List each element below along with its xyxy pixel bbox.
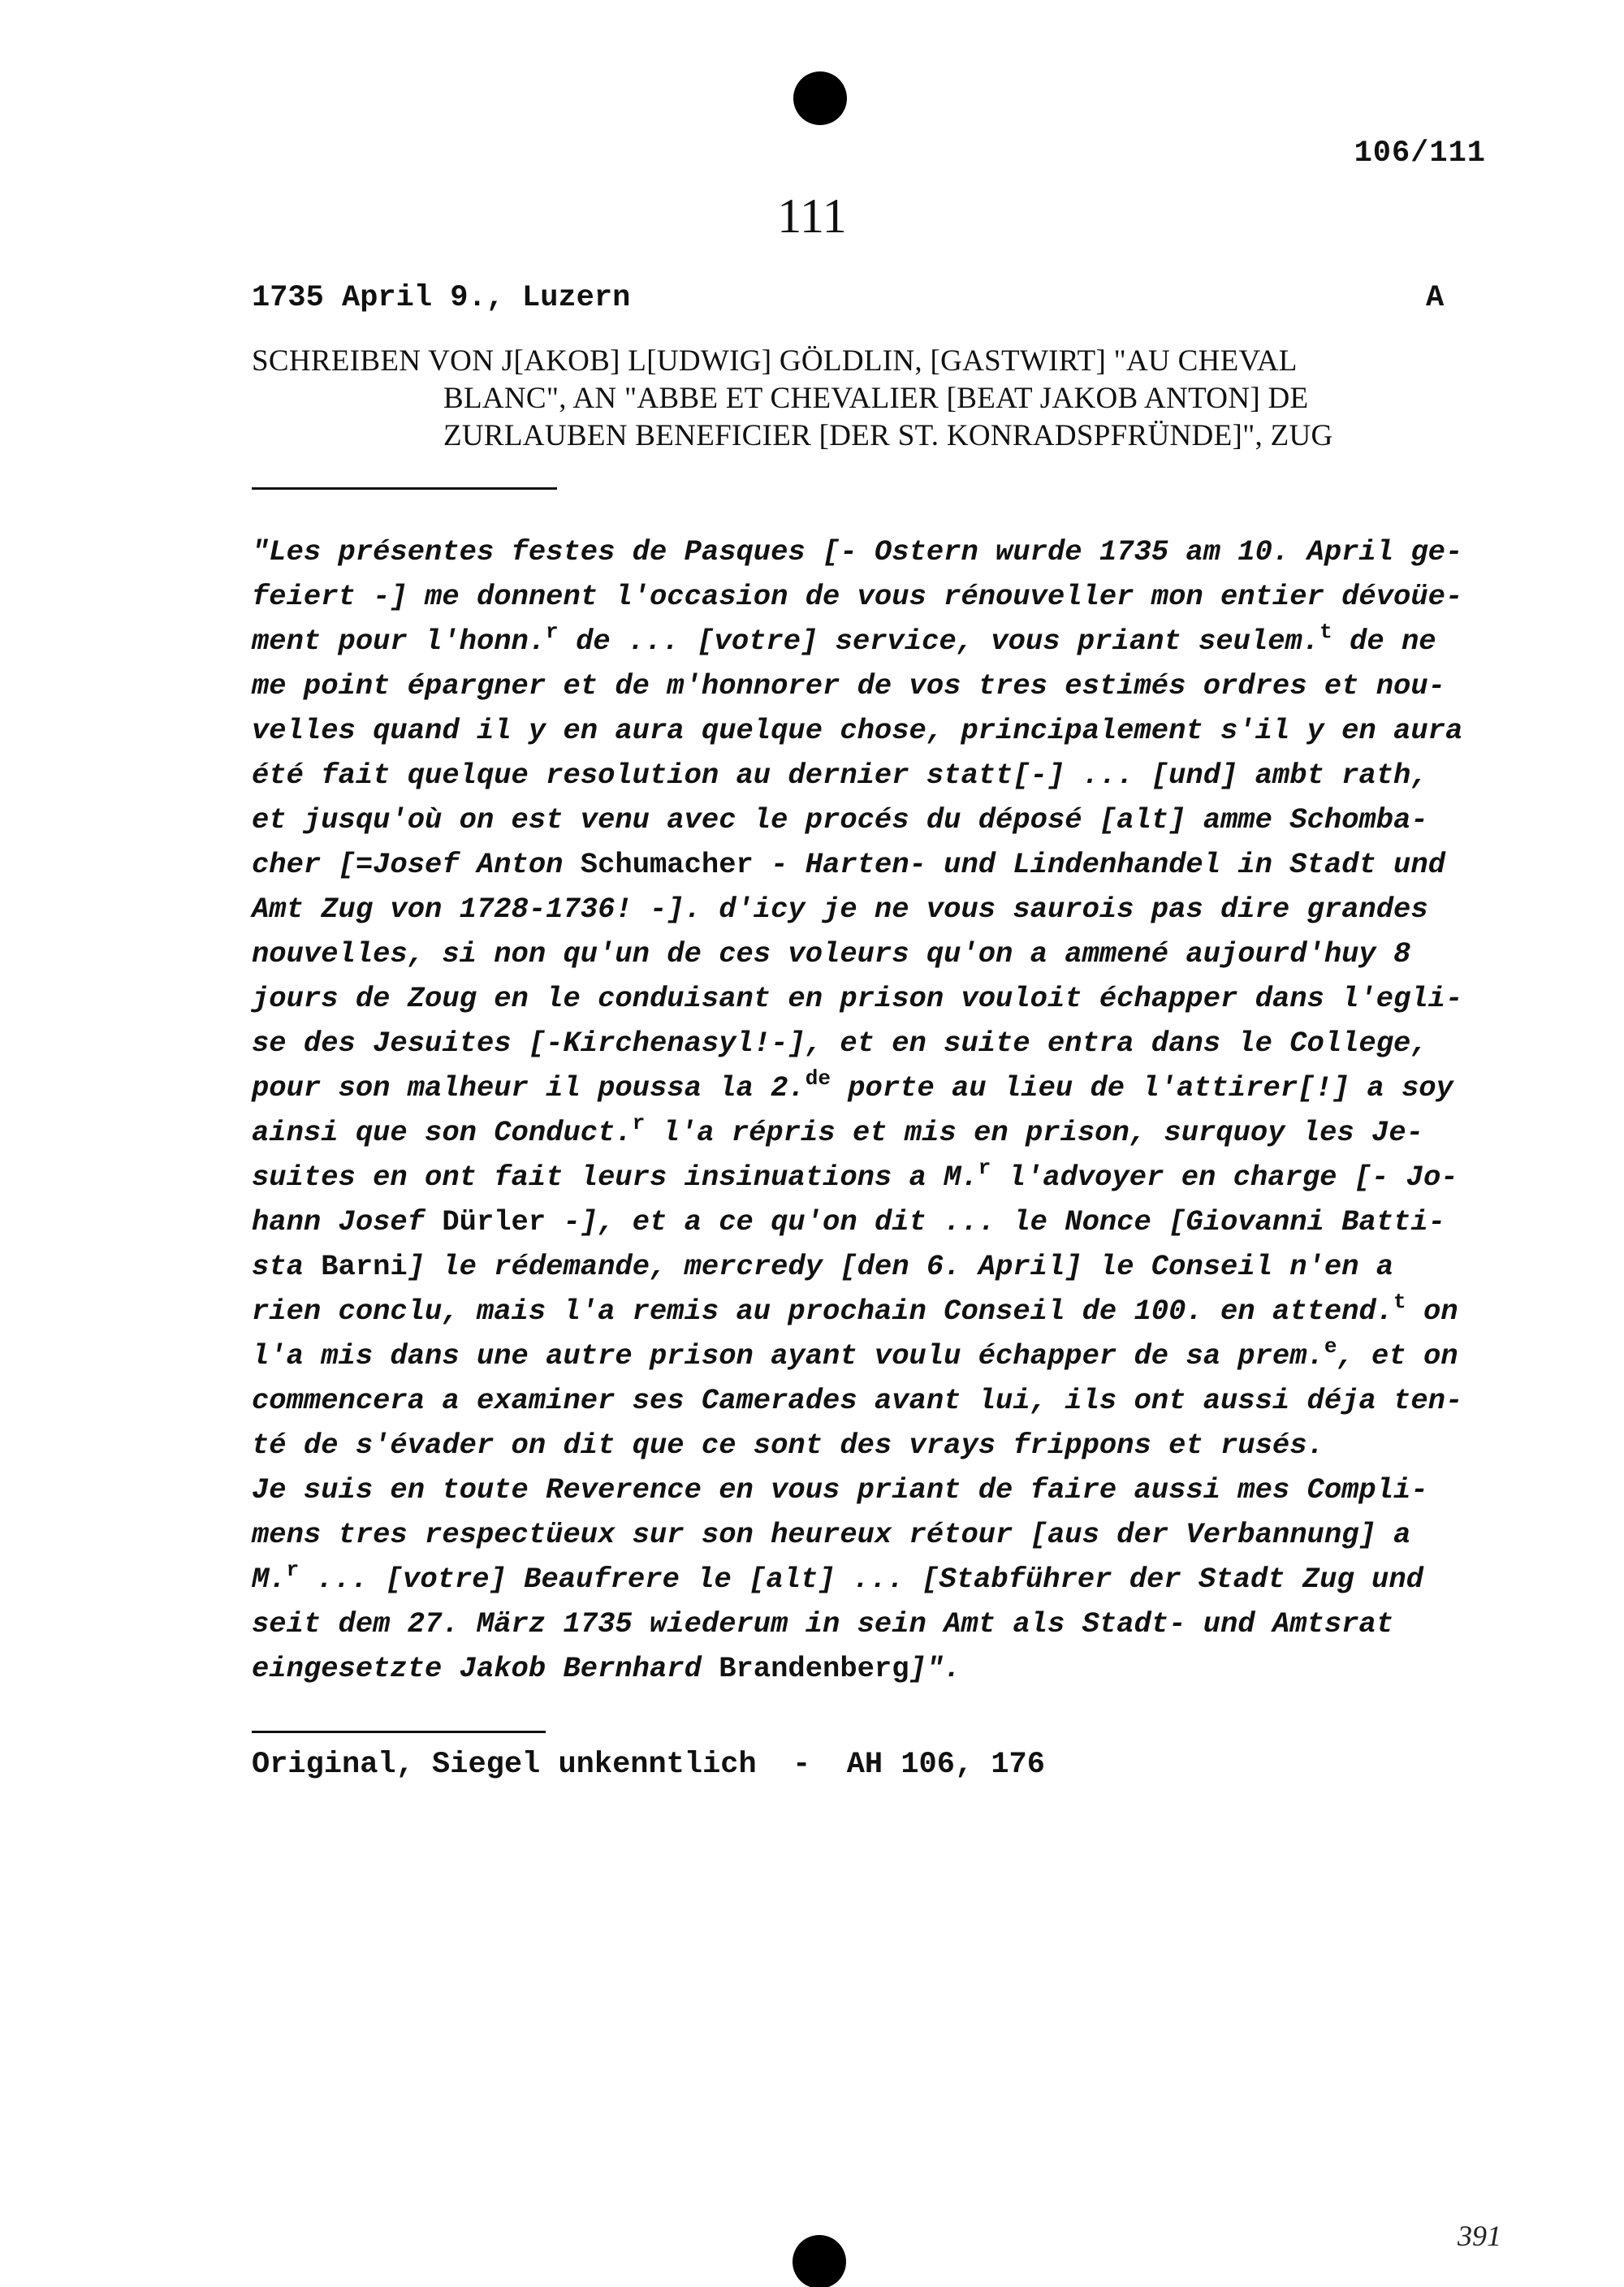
body-line: été fait quelque resolution au dernier statt[-] ... [und] ambt rath,: [252, 759, 1428, 792]
divider-bottom: [252, 1731, 546, 1733]
body-line: pour son malheur il poussa la 2.$^{de}$ porte au lieu de l'attirer[!] a soy: [252, 1066, 1453, 1105]
body-line: cher [=Josef Anton Schumacher - Harten- und Lindenhandel in Stadt und: [252, 848, 1445, 881]
document-title: [252, 343, 1502, 455]
body-line: jours de Zoug en le conduisant en prison vouloit échapper dans l'egli-: [252, 982, 1463, 1015]
date-place: 1735 April 9., Luzern: [252, 281, 631, 315]
body-line: se des Jesuites [-Kirchenasyl!-], et en suite entra dans le College,: [252, 1027, 1428, 1060]
body-line: et jusqu'où on est venu avec le procés du déposé [alt] amme Schomba-: [252, 803, 1428, 837]
title-line: SCHREIBEN VON J[AKOB] L[UDWIG] GÖLDLIN, [GASTWIRT] "AU CHEVAL: [252, 344, 1298, 378]
body-line: té de s'évader on dit que ce sont des vrays frippons et rusés.: [252, 1429, 1324, 1462]
person-name: Dürler: [442, 1205, 546, 1239]
body-line: sta Barni] le rédemande, mercredy [den 6. April] le Conseil n'en a: [252, 1250, 1394, 1283]
document-number: 111: [777, 189, 847, 243]
body-line: "Les présentes festes de Pasques [- Ostern wurde 1735 am 10. April ge-: [252, 535, 1463, 569]
person-name: Barni: [321, 1250, 408, 1283]
body-line: hann Josef Dürler -], et a ce qu'on dit ... le Nonce [Giovanni Batti-: [252, 1205, 1445, 1239]
body-line: ainsi que son Conduct.$^r$ l'a répris et mis en prison, surquoy les Je-: [252, 1111, 1423, 1149]
person-name: Schumacher: [580, 848, 754, 881]
body-line: Je suis en toute Reverence en vous priant de faire aussi mes Compli-: [252, 1473, 1428, 1507]
body-line: mens tres respectüeux sur son heureux rétour [aus der Verbannung] a: [252, 1518, 1411, 1551]
reference-number: 106/111: [1354, 136, 1486, 171]
body-line: rien conclu, mais l'a remis au prochain Conseil de 100. en attend.$^t$ on: [252, 1290, 1458, 1328]
divider-top: [252, 487, 557, 490]
body-line: eingesetzte Jakob Bernhard Brandenberg]".: [252, 1652, 961, 1685]
section-letter: A: [1426, 281, 1445, 315]
body-line: nouvelles, si non qu'un de ces voleurs qu'on a ammené aujourd'huy 8: [252, 937, 1411, 971]
body-line: suites en ont fait leurs insinuations a M.$^r$ l'advoyer en charge [- Jo-: [252, 1156, 1458, 1194]
handwritten-page-number: 391: [1458, 2220, 1501, 2252]
letter-body: [252, 530, 1518, 1691]
punch-hole-top: [793, 71, 847, 125]
person-name: Brandenberg: [719, 1652, 909, 1685]
body-line: velles quand il y en aura quelque chose, principalement s'il y en aura: [252, 714, 1463, 747]
body-line: me point épargner et de m'honnorer de vos tres estimés ordres et nou-: [252, 669, 1445, 703]
body-line: commencera a examiner ses Camerades avant lui, ils ont aussi déja ten-: [252, 1384, 1463, 1417]
body-line: seit dem 27. März 1735 wiederum in sein Amt als Stadt- und Amtsrat: [252, 1607, 1394, 1641]
body-line: l'a mis dans une autre prison ayant voulu échapper de sa prem.$^e$, et on: [252, 1334, 1458, 1373]
body-line: Amt Zug von 1728-1736! -]. d'icy je ne vous saurois pas dire grandes: [252, 893, 1428, 926]
source-note: Original, Siegel unkenntlich - AH 106, 176: [252, 1748, 1045, 1782]
title-line: ZURLAUBEN BENEFICIER [DER ST. KONRADSPFRÜNDE]", ZUG: [443, 419, 1333, 452]
body-line: M.$^r$ ... [votre] Beaufrere le [alt] ... [Stabführer der Stadt Zug und: [252, 1558, 1423, 1596]
punch-hole-bottom: [793, 2235, 846, 2287]
body-line: feiert -] me donnent l'occasion de vous rénouveller mon entier dévoüe-: [252, 580, 1463, 613]
body-line: ment pour l'honn.$^r$ de ... [votre] service, vous priant seulem.$^t$ de ne: [252, 620, 1436, 658]
title-line: BLANC", AN "ABBE ET CHEVALIER [BEAT JAKOB ANTON] DE: [443, 382, 1309, 415]
